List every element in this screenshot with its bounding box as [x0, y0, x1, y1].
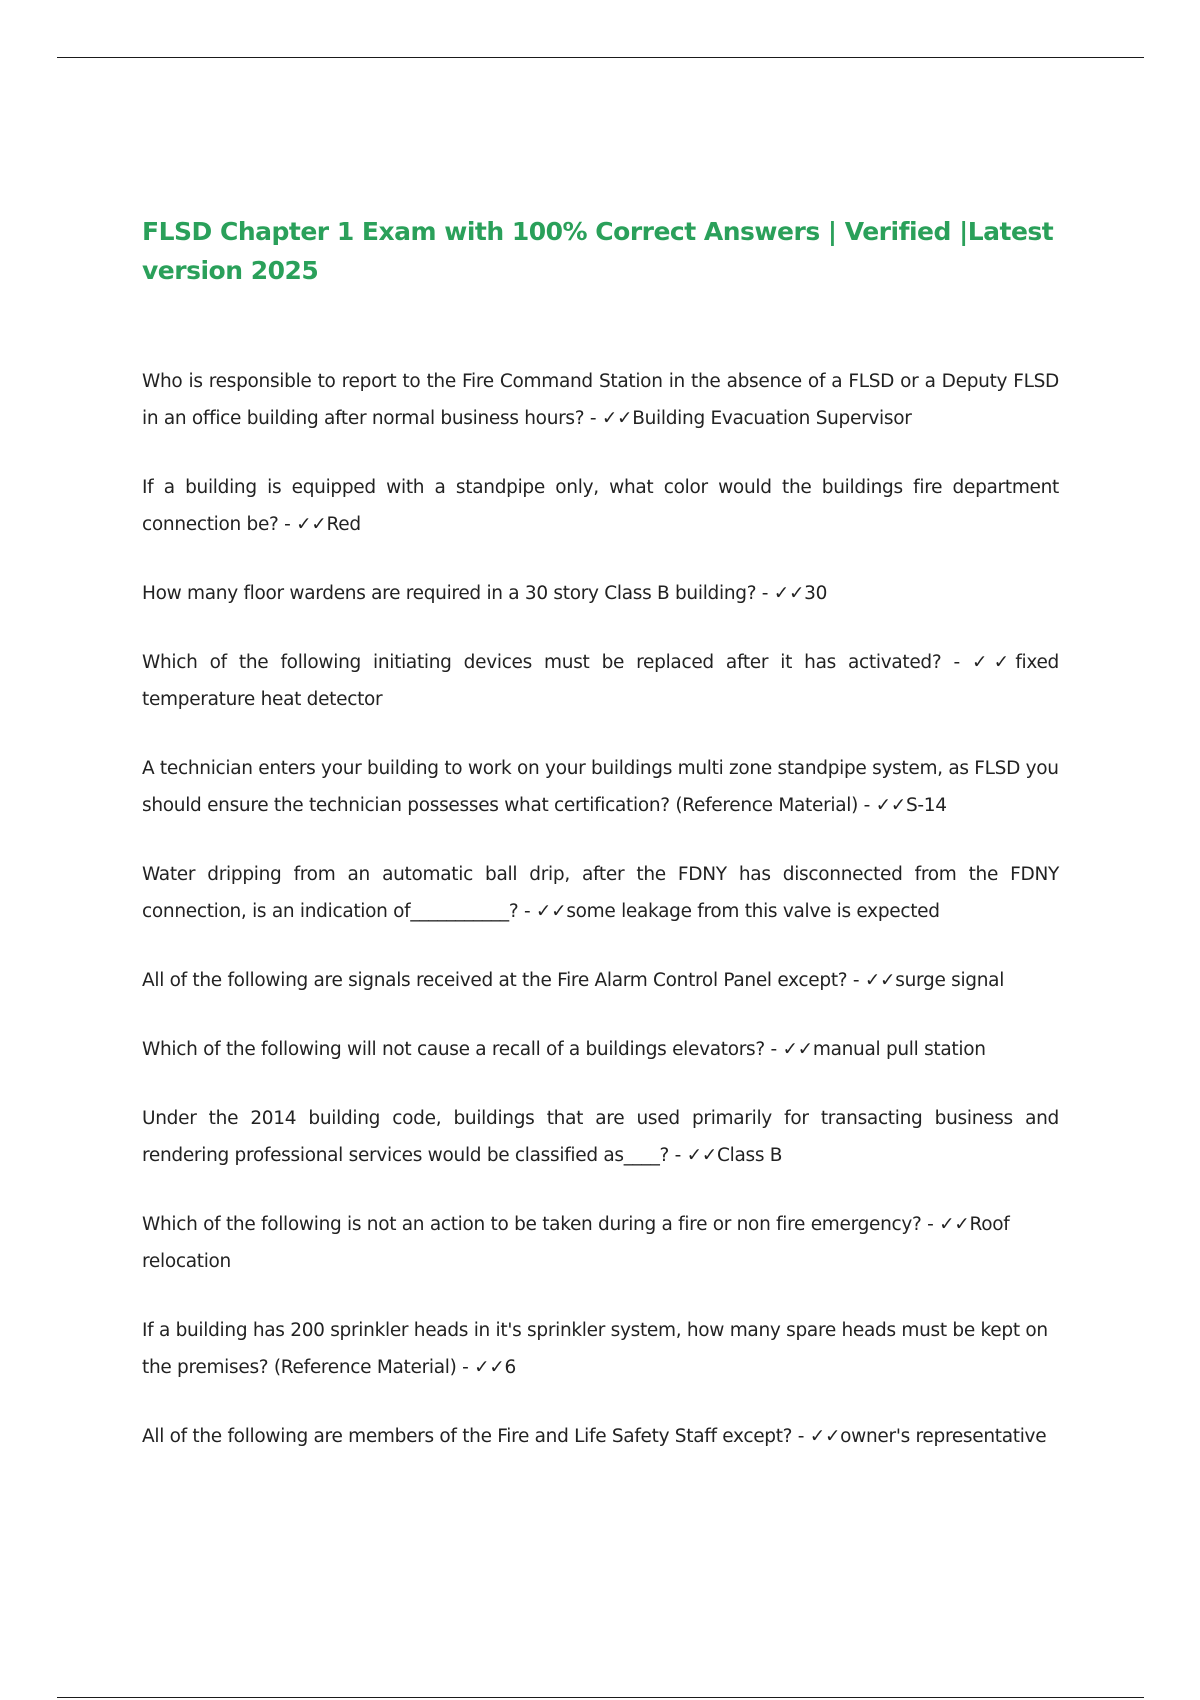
answer-text: Roof relocation	[142, 1214, 1010, 1272]
qa-item	[142, 1206, 1059, 1280]
check-mark-icon: ✓✓	[875, 795, 906, 816]
question-text: How many floor wardens are required in a 30 story Class B building?	[142, 583, 757, 604]
question-text: If a building has 200 sprinkler heads in it's sprinkler system, how many spare heads must be kept on the premises? (Reference Material)	[142, 1320, 1048, 1378]
answer-text: some leakage from this valve is expected	[566, 901, 940, 922]
qa-item	[142, 1100, 1059, 1174]
answer-text: Building Evacuation Supervisor	[632, 408, 912, 429]
check-mark-icon: ✓✓	[809, 1426, 841, 1447]
question-text: All of the following are signals received at the Fire Alarm Control Panel except?	[142, 970, 848, 991]
check-mark-icon: ✓✓	[601, 408, 633, 429]
separator: -	[858, 795, 876, 816]
separator: -	[584, 408, 602, 429]
answer-text: fixed temperature heat detector	[142, 652, 1059, 710]
answer-text: S-14	[905, 795, 947, 816]
separator: -	[792, 1426, 810, 1447]
answer-text: surge signal	[895, 970, 1005, 991]
separator: -	[456, 1357, 475, 1378]
question-text: Which of the following is not an action to be taken during a fire or non fire emergency?	[142, 1214, 922, 1235]
answer-text: Red	[326, 514, 361, 535]
question-text: Under the 2014 building code, buildings that are used primarily for transacting business and rendering professional services would be classified as____?	[142, 1108, 1059, 1166]
qa-item	[142, 750, 1059, 824]
check-mark-icon: ✓✓	[296, 514, 327, 535]
question-text: All of the following are members of the Fire and Life Safety Staff except?	[142, 1426, 793, 1447]
answer-text: 6	[504, 1357, 516, 1378]
answer-text: manual pull station	[812, 1039, 986, 1060]
check-mark-icon: ✓✓	[939, 1214, 970, 1235]
qa-item	[142, 644, 1059, 718]
qa-item	[142, 469, 1059, 543]
question-text: Water dripping from an automatic ball drip, after the FDNY has disconnected from the FDNY connection, is an indication of___________?	[142, 864, 1059, 922]
separator: -	[756, 583, 774, 604]
bottom-rule	[57, 1697, 1144, 1698]
separator: -	[921, 1214, 940, 1235]
check-mark-icon: ✓✓	[686, 1145, 718, 1166]
check-mark-icon: ✓✓	[773, 583, 805, 604]
separator: -	[764, 1039, 783, 1060]
answer-text: 30	[804, 583, 828, 604]
qa-item	[142, 575, 1059, 612]
check-mark-icon: ✓✓	[474, 1357, 505, 1378]
qa-item	[142, 1031, 1059, 1068]
question-text: If a building is equipped with a standpipe only, what color would the buildings fire department connection be?	[142, 477, 1059, 535]
question-text: Which of the following initiating devices must be replaced after it has activated?	[142, 652, 942, 673]
answer-text: Class B	[717, 1145, 783, 1166]
check-mark-icon: ✓✓	[535, 901, 567, 922]
separator: -	[847, 970, 865, 991]
qa-item	[142, 1418, 1059, 1455]
qa-item	[142, 363, 1059, 437]
check-mark-icon: ✓✓	[782, 1039, 813, 1060]
separator: -	[941, 652, 972, 673]
separator: -	[669, 1145, 687, 1166]
separator: -	[278, 514, 297, 535]
separator: -	[518, 901, 536, 922]
qa-item	[142, 856, 1059, 930]
question-text: A technician enters your building to work on your buildings multi zone standpipe system, as FLSD you should ensure the technician possesses what certification? (Reference Material)	[142, 758, 1059, 816]
answer-text: owner's representative	[840, 1426, 1047, 1447]
question-text: Who is responsible to report to the Fire Command Station in the absence of a FLSD or a Deputy FLSD in an office building after normal business hours?	[142, 371, 1059, 429]
qa-list	[142, 363, 1059, 1487]
check-mark-icon: ✓✓	[864, 970, 896, 991]
qa-item	[142, 1312, 1059, 1386]
top-rule	[57, 57, 1144, 58]
check-mark-icon: ✓✓	[971, 652, 1016, 673]
question-text: Which of the following will not cause a recall of a buildings elevators?	[142, 1039, 765, 1060]
document-title: FLSD Chapter 1 Exam with 100% Correct Answers | Verified |Latest version 2025	[142, 217, 1054, 285]
qa-item	[142, 962, 1059, 999]
